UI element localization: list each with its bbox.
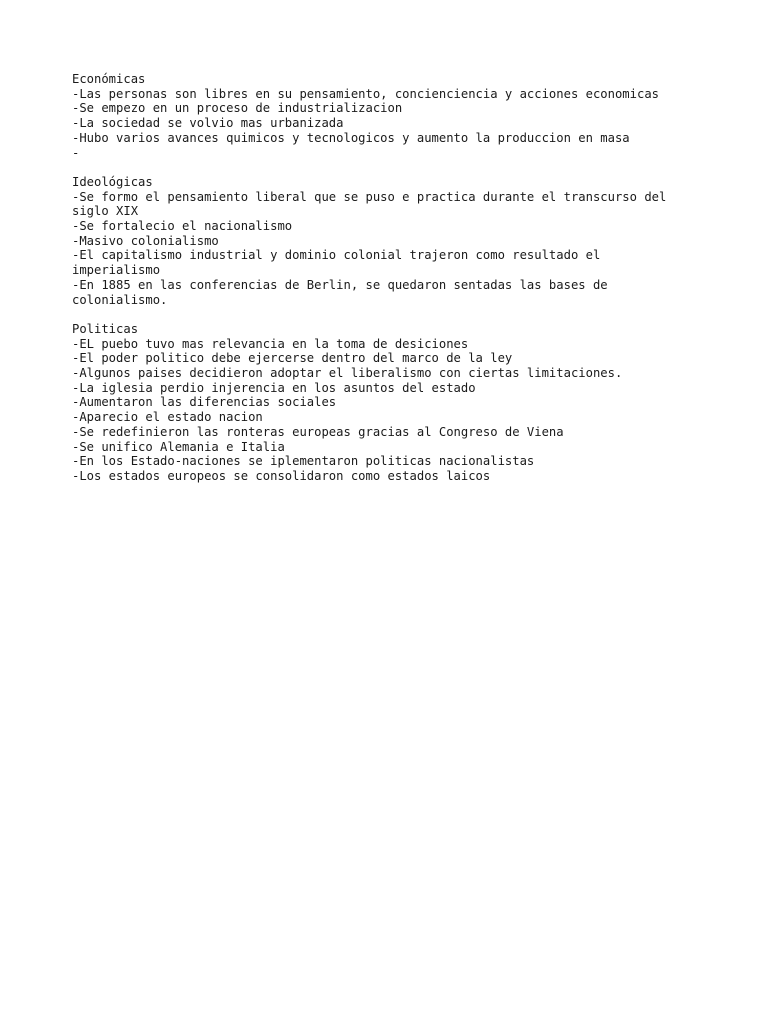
section-economicas: [72, 72, 708, 160]
section-heading: Ideológicas: [72, 174, 153, 189]
list-item: -El capitalismo industrial y dominio colonial trajeron como resultado el imperialismo: [72, 248, 608, 278]
list-item: -Masivo colonialismo: [72, 233, 219, 248]
section-politicas: [72, 322, 708, 484]
list-item: -Los estados europeos se consolidaron como estados laicos: [72, 468, 491, 483]
list-item: -Se unifico Alemania e Italia: [72, 439, 285, 454]
list-item: -Se formo el pensamiento liberal que se puso e practica durante el transcurso del siglo XIX: [72, 189, 674, 219]
list-item: -Hubo varios avances quimicos y tecnologicos y aumento la produccion en masa: [72, 130, 630, 145]
list-item: -Aumentaron las diferencias sociales: [72, 395, 337, 410]
list-item: -El poder politico debe ejercerse dentro del marco de la ley: [72, 351, 513, 366]
section-heading: Politicas: [72, 321, 139, 336]
list-item: -Algunos paises decidieron adoptar el liberalismo con ciertas limitaciones.: [72, 366, 623, 381]
list-item: -En 1885 en las conferencias de Berlin, se quedaron sentadas las bases de colonialismo.: [72, 277, 615, 307]
list-item: -EL puebo tuvo mas relevancia en la toma de desiciones: [72, 336, 469, 351]
list-item: -En los Estado-naciones se iplementaron politicas nacionalistas: [72, 454, 535, 469]
list-item: -Se empezo en un proceso de industrializacion: [72, 101, 403, 116]
section-heading: Económicas: [72, 72, 146, 86]
list-item: -La iglesia perdio injerencia en los asuntos del estado: [72, 380, 476, 395]
list-item: -Se fortalecio el nacionalismo: [72, 219, 293, 234]
section-ideologicas: [72, 175, 708, 307]
list-item: -: [72, 145, 80, 160]
list-item: -Aparecio el estado nacion: [72, 410, 263, 425]
list-item: -Se redefinieron las ronteras europeas gracias al Congreso de Viena: [72, 424, 564, 439]
list-item: -Las personas son libres en su pensamiento, concienciencia y acciones economicas: [72, 86, 659, 101]
list-item: -La sociedad se volvio mas urbanizada: [72, 116, 344, 131]
